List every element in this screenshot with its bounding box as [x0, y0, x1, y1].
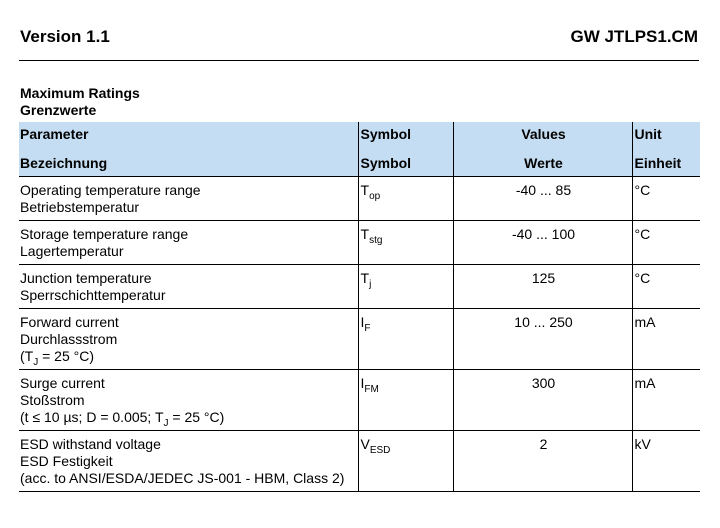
- symbol-subscript: FM: [364, 383, 379, 395]
- value-cell: 300: [453, 370, 632, 431]
- header-einheit: Einheit: [632, 149, 700, 177]
- symbol-cell: [358, 221, 453, 265]
- parameter-en: Surge current: [20, 375, 105, 391]
- parameter-condition: [20, 409, 358, 429]
- condition-subscript: J: [163, 417, 169, 429]
- table-row: [19, 309, 700, 370]
- parameter-de: ESD Festigkeit: [20, 453, 113, 469]
- table-row: [19, 221, 700, 265]
- unit-cell: mA: [632, 370, 700, 431]
- parameter-cell: [19, 177, 358, 221]
- header-symbol-de: Symbol: [358, 149, 453, 177]
- parameter-en: Storage temperature range: [20, 226, 189, 242]
- parameter-de: Betriebstemperatur: [20, 199, 140, 215]
- table-row: [19, 370, 700, 431]
- condition-text-end: = 25 °C): [38, 348, 95, 364]
- unit-cell: mA: [632, 309, 700, 370]
- parameter-en: Forward current: [20, 314, 119, 330]
- header-divider: [19, 60, 699, 61]
- parameter-en: Operating temperature range: [20, 182, 201, 198]
- parameter-de: Durchlassstrom: [20, 331, 118, 347]
- table-header-row-en: [19, 122, 700, 149]
- symbol-main: I: [360, 314, 365, 330]
- part-number: GW JTLPS1.CM: [570, 27, 698, 46]
- unit-cell: kV: [632, 431, 700, 492]
- parameter-de: Lagertemperatur: [20, 243, 124, 259]
- document-version: Version 1.1: [20, 27, 110, 46]
- header-parameter: Parameter: [19, 122, 358, 149]
- symbol-cell: [358, 370, 453, 431]
- symbol-main: I: [360, 375, 365, 391]
- table-row: [19, 431, 700, 492]
- unit-cell: °C: [632, 265, 700, 309]
- section-title-de: Grenzwerte: [20, 102, 97, 118]
- parameter-de: Stoßstrom: [20, 392, 85, 408]
- symbol-cell: [358, 177, 453, 221]
- symbol-cell: [358, 265, 453, 309]
- section-title: [20, 85, 140, 119]
- section-title-en: Maximum Ratings: [20, 85, 140, 101]
- parameter-cell: [19, 431, 358, 492]
- table-row: [19, 265, 700, 309]
- maximum-ratings-table: [19, 122, 700, 492]
- symbol-subscript: op: [369, 190, 381, 202]
- parameter-condition: (acc. to ANSI/ESDA/JEDEC JS-001 - HBM, Class 2): [20, 470, 345, 486]
- symbol-subscript: F: [364, 322, 371, 334]
- table-header-row-de: [19, 149, 700, 177]
- header-symbol: Symbol: [358, 122, 453, 149]
- symbol-main: T: [360, 226, 370, 242]
- parameter-cell: [19, 265, 358, 309]
- parameter-en: Junction temperature: [20, 270, 152, 286]
- symbol-main: T: [360, 182, 370, 198]
- unit-cell: °C: [632, 221, 700, 265]
- symbol-cell: [358, 309, 453, 370]
- header-unit: Unit: [632, 122, 700, 149]
- condition-text: (t ≤ 10 µs; D = 0.005; T: [20, 409, 164, 425]
- condition-text: (T: [20, 348, 34, 364]
- table-row: [19, 177, 700, 221]
- header-werte: Werte: [453, 149, 632, 177]
- header-values: Values: [453, 122, 632, 149]
- parameter-en: ESD withstand voltage: [20, 436, 161, 452]
- symbol-subscript: stg: [369, 234, 383, 246]
- parameter-de: Sperrschichttemperatur: [20, 287, 166, 303]
- header-bezeichnung: Bezeichnung: [19, 149, 358, 177]
- value-cell: -40 ... 100: [453, 221, 632, 265]
- symbol-subscript: ESD: [369, 444, 391, 456]
- parameter-condition: [20, 348, 358, 368]
- condition-text-end: = 25 °C): [168, 409, 225, 425]
- value-cell: 10 ... 250: [453, 309, 632, 370]
- parameter-cell: [19, 221, 358, 265]
- value-cell: 2: [453, 431, 632, 492]
- unit-cell: °C: [632, 177, 700, 221]
- condition-subscript: J: [33, 356, 39, 368]
- parameter-cell: [19, 309, 358, 370]
- parameter-cell: [19, 370, 358, 431]
- symbol-main: T: [360, 270, 370, 286]
- symbol-main: V: [360, 436, 370, 452]
- value-cell: -40 ... 85: [453, 177, 632, 221]
- value-cell: 125: [453, 265, 632, 309]
- symbol-cell: [358, 431, 453, 492]
- symbol-subscript: j: [369, 278, 372, 290]
